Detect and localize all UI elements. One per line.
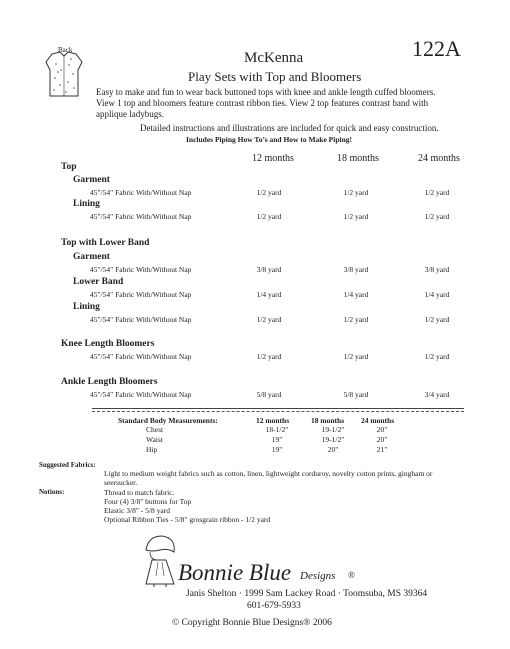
pattern-title: McKenna bbox=[244, 50, 304, 66]
notion-item: Elastic 3/8" - 5/8 yard bbox=[104, 506, 170, 515]
col-header-24: 24 months bbox=[418, 153, 460, 164]
qty-cell: 1/2 yard bbox=[424, 315, 450, 324]
part-lower-band: Lower Band bbox=[73, 277, 124, 287]
measurements-title: Standard Body Measurements: bbox=[118, 416, 218, 425]
part-lining: Lining bbox=[73, 199, 100, 209]
address-line: Janis Shelton · 1999 Sam Lackey Road · Toomsuba, MS 39364 bbox=[186, 589, 428, 599]
meas-col-12: 12 months bbox=[256, 416, 290, 425]
section-knee-bloomers: Knee Length Bloomers bbox=[61, 339, 155, 349]
meas-col-18: 18 months bbox=[311, 416, 345, 425]
qty-cell: 1/2 yard bbox=[424, 352, 450, 361]
copyright-line: © Copyright Bonnie Blue Designs® 2006 bbox=[172, 618, 332, 628]
qty-cell: 3/8 yard bbox=[343, 265, 369, 274]
meas-row-label: Chest bbox=[146, 425, 164, 434]
fabric-label: 45"/54" Fabric With/Without Nap bbox=[90, 315, 192, 324]
qty-cell: 3/8 yard bbox=[424, 265, 450, 274]
description-line-4: Detailed instructions and illustrations are included for quick and easy construction. bbox=[140, 123, 439, 133]
fabrics-label: Suggested Fabrics: bbox=[39, 461, 96, 469]
registered-mark: ® bbox=[348, 570, 355, 580]
qty-cell: 1/2 yard bbox=[424, 188, 450, 197]
section-top: Top bbox=[61, 162, 77, 172]
qty-cell: 5/8 yard bbox=[343, 390, 369, 399]
fabric-label: 45"/54" Fabric With/Without Nap bbox=[90, 390, 192, 399]
qty-cell: 1/2 yard bbox=[424, 212, 450, 221]
fabrics-text-2: seersucker. bbox=[104, 478, 138, 487]
meas-cell: 21" bbox=[376, 445, 388, 454]
fabric-label: 45"/54" Fabric With/Without Nap bbox=[90, 188, 192, 197]
qty-cell: 1/2 yard bbox=[343, 315, 369, 324]
qty-cell: 1/2 yard bbox=[256, 212, 282, 221]
meas-cell: 19-1/2" bbox=[321, 425, 345, 434]
qty-cell: 1/2 yard bbox=[343, 188, 369, 197]
qty-cell: 1/4 yard bbox=[343, 290, 369, 299]
brand-script: Bonnie Blue bbox=[178, 560, 292, 585]
back-view-sketch bbox=[38, 50, 90, 100]
part-lining: Lining bbox=[73, 302, 100, 312]
sunbonnet-logo bbox=[138, 532, 182, 588]
back-label: Back bbox=[58, 46, 73, 54]
brand-suffix: Designs bbox=[300, 570, 336, 582]
part-garment: Garment bbox=[73, 175, 110, 185]
meas-cell: 19" bbox=[271, 445, 283, 454]
section-top-lower-band: Top with Lower Band bbox=[61, 238, 150, 248]
meas-cell: 18-1/2" bbox=[265, 425, 289, 434]
qty-cell: 5/8 yard bbox=[256, 390, 282, 399]
qty-cell: 1/2 yard bbox=[256, 352, 282, 361]
divider bbox=[92, 408, 464, 409]
fabric-label: 45"/54" Fabric With/Without Nap bbox=[90, 290, 192, 299]
divider-dashed bbox=[92, 411, 464, 413]
qty-cell: 1/4 yard bbox=[256, 290, 282, 299]
garment-back-icon bbox=[38, 50, 90, 100]
fabric-label: 45"/54" Fabric With/Without Nap bbox=[90, 265, 192, 274]
meas-cell: 19-1/2" bbox=[321, 435, 345, 444]
notion-item: Four (4) 3/8" buttons for Top bbox=[104, 497, 192, 506]
part-garment: Garment bbox=[73, 252, 110, 262]
pattern-subtitle: Play Sets with Top and Bloomers bbox=[188, 69, 362, 84]
notion-item: Optional Ribbon Ties - 5/8" grosgrain ribbon - 1/2 yard bbox=[104, 515, 271, 524]
meas-cell: 20" bbox=[376, 425, 388, 434]
description-line-5: Includes Piping How To’s and How to Make Piping! bbox=[186, 135, 353, 144]
meas-row-label: Waist bbox=[146, 435, 163, 444]
qty-cell: 3/4 yard bbox=[424, 390, 450, 399]
description-line-1: Easy to make and fun to wear back buttoned tops with knee and ankle length cuffed bloomers. bbox=[96, 87, 436, 97]
qty-cell: 1/2 yard bbox=[256, 188, 282, 197]
qty-cell: 1/2 yard bbox=[343, 212, 369, 221]
qty-cell: 1/2 yard bbox=[343, 352, 369, 361]
meas-col-24: 24 months bbox=[361, 416, 395, 425]
meas-cell: 20" bbox=[376, 435, 388, 444]
meas-cell: 19" bbox=[271, 435, 283, 444]
fabric-label: 45"/54" Fabric With/Without Nap bbox=[90, 212, 192, 221]
qty-cell: 1/2 yard bbox=[256, 315, 282, 324]
notions-label: Notions: bbox=[39, 488, 65, 496]
notion-item: Thread to match fabric. bbox=[104, 488, 175, 497]
col-header-12: 12 months bbox=[252, 153, 294, 164]
qty-cell: 1/4 yard bbox=[424, 290, 450, 299]
fabrics-text-1: Light to medium weight fabrics such as cotton, linen, lightweight corduroy, novelty cotton prints, gingham or bbox=[104, 469, 433, 478]
description-line-2: View 1 top and bloomers feature contrast ribbon ties. View 2 top features contrast band with bbox=[96, 98, 429, 108]
section-ankle-bloomers: Ankle Length Bloomers bbox=[61, 377, 158, 387]
sunbonnet-girl-icon bbox=[138, 532, 182, 588]
col-header-18: 18 months bbox=[337, 153, 379, 164]
description-line-3: applique ladybugs. bbox=[96, 109, 164, 119]
pattern-number: 122A bbox=[412, 36, 461, 61]
fabric-label: 45"/54" Fabric With/Without Nap bbox=[90, 352, 192, 361]
phone-line: 601-679-5933 bbox=[247, 601, 301, 611]
meas-cell: 20" bbox=[327, 445, 339, 454]
qty-cell: 3/8 yard bbox=[256, 265, 282, 274]
meas-row-label: Hip bbox=[146, 445, 158, 454]
